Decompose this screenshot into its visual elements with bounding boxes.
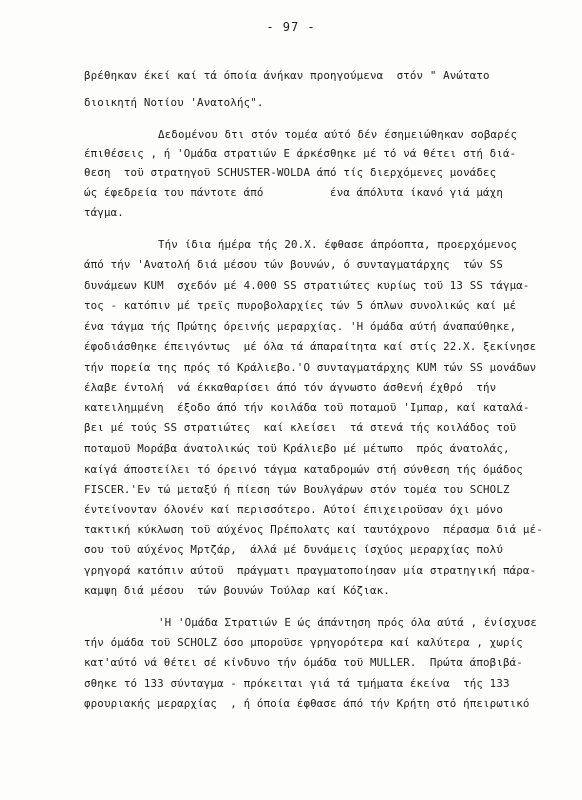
- text-line: σθηκε τό 133 σύνταγμα - πρόκειται γιά τά τμήματα έκείνα τής 133: [84, 677, 510, 690]
- text-line: φρουριακής μεραρχίας , ή όποία έφθασε άπό τήν Κρήτη στό ήπειρωτικό: [84, 697, 530, 710]
- page-number: - 97 -: [266, 20, 316, 34]
- text-line: γρηγορά κατόπιν αύτοϋ πράγματι πραγματοποίησαν μία στρατηγική πάρα-: [84, 564, 537, 577]
- text-line: θεση τοϋ στρατηγοϋ SCHUSTER-WOLDA άπό τίς διερχόμενες μονάδες: [84, 166, 497, 179]
- text-line: ποταμοϋ Μοράβα άνατολικώς τοϋ Κράλιεβο μέ μέτωπο πρός άνατολάς,: [84, 442, 510, 455]
- text-line: έντείνονταν όλονέν καί περισσότερο. Αύτοί έπιχειροϋσαν όχι μόνο: [84, 503, 503, 516]
- paragraph-start-line: Τήν ίδια ήμέρα τής 20.Χ. έφθασε άπρόοπτα, προερχόμενος: [158, 238, 518, 251]
- paragraph-start-line: 'Η 'Ομάδα Στρατιών Ε ώς άπάντηση πρός όλα αύτά , ένίσχυσε: [158, 616, 538, 629]
- text-line: τήν όμάδα τοϋ SCHOLZ όσο μποροϋσε γρηγορότερα καί καλύτερα , χωρίς: [84, 636, 523, 649]
- text-line: κατειλημμένη έξοδο άπό τήν κοιλάδα τοϋ ποταμοϋ 'Ιμπαρ, καί καταλά-: [84, 401, 530, 414]
- text-line: βρέθηκαν έκεί καί τά όποία άνήκαν προηγούμενα στόν " Ανώτατο: [84, 69, 490, 82]
- text-line: καίγά άποστείλει τό όρεινό τάγμα καταδρομών στή σύνθεση τής όμάδος: [84, 463, 523, 476]
- text-line: ένα τάγμα τής Πρώτης όρεινής μεραρχίας. 'Η όμάδα αύτή άναπαύθηκε,: [84, 320, 517, 333]
- text-line: καμψη διά μέσου τών βουνών Τούλαρ καί Κόζιακ.: [84, 584, 390, 597]
- text-line: βει μέ τούς SS στρατιώτες καί κλείσει τά στενά τής κοιλάδος τοϋ: [84, 421, 517, 434]
- text-line: άπό τήν 'Ανατολή διά μέσου τών βουνών, ό συνταγματάρχης τών SS: [84, 258, 503, 271]
- text-line: έλαβε έντολή νά έκκαθαρίσει άπό τόν άγνωστο άσθενή έχθρό τήν: [84, 381, 497, 394]
- text-line: FISCER.'Εν τώ μεταξύ ή πίεση τών Βουλγάρων στόν τομέα του SCHOLZ: [84, 483, 510, 496]
- text-line: δυνάμεων KUM σχεδόν μέ 4.000 SS στρατιώτες κυρίως τοϋ 13 SS τάγμα-: [84, 279, 530, 292]
- text-line: τακτική κύκλωση τοϋ αύχένος Πρέπολατς καί ταυτόχρονο πέρασμα διά μέ-: [84, 523, 543, 536]
- text-line: έφοδιάσθηκε έπειγόντως μέ όλα τά άπαραίτητα καί στίς 22.Χ. ξεκίνησε: [84, 340, 537, 353]
- text-line: τάγμα.: [84, 206, 124, 219]
- text-line: κατ'αύτό νά θέτει σέ κίνδυνο τήν όμάδα τοϋ MULLER. Πρώτα άποβιβά-: [84, 656, 523, 669]
- paragraph-start-line: Δεδομένου δτι στόν τομέα αύτό δέν έσημειώθηκαν σοβαρές: [158, 128, 518, 141]
- text-line: τήν πορεία της πρός τό Κράλιεβο.'Ο συνταγματάρχης KUM τών SS μονάδων: [84, 361, 537, 374]
- text-line: τος - κατόπιν μέ τρεϊς πυροβολαρχίες τών 5 όπλων συνολικώς καί μέ: [84, 299, 517, 312]
- text-line: ώς έφεδρεία του πάντοτε άπό ένα άπόλυτα ίκανό γιά μάχη: [84, 186, 503, 199]
- text-line: διοικητή Νοτίου 'Ανατολής".: [84, 96, 264, 109]
- text-line: έπιθέσεις , ή 'Ομάδα στρατιών Ε άρκέσθηκε μέ τό νά θέτει στή διά-: [84, 147, 517, 160]
- text-line: σου τοϋ αύχένος Μρτζάρ, άλλά μέ δυνάμεις ίσχύος μεραρχίας πολύ: [84, 543, 503, 556]
